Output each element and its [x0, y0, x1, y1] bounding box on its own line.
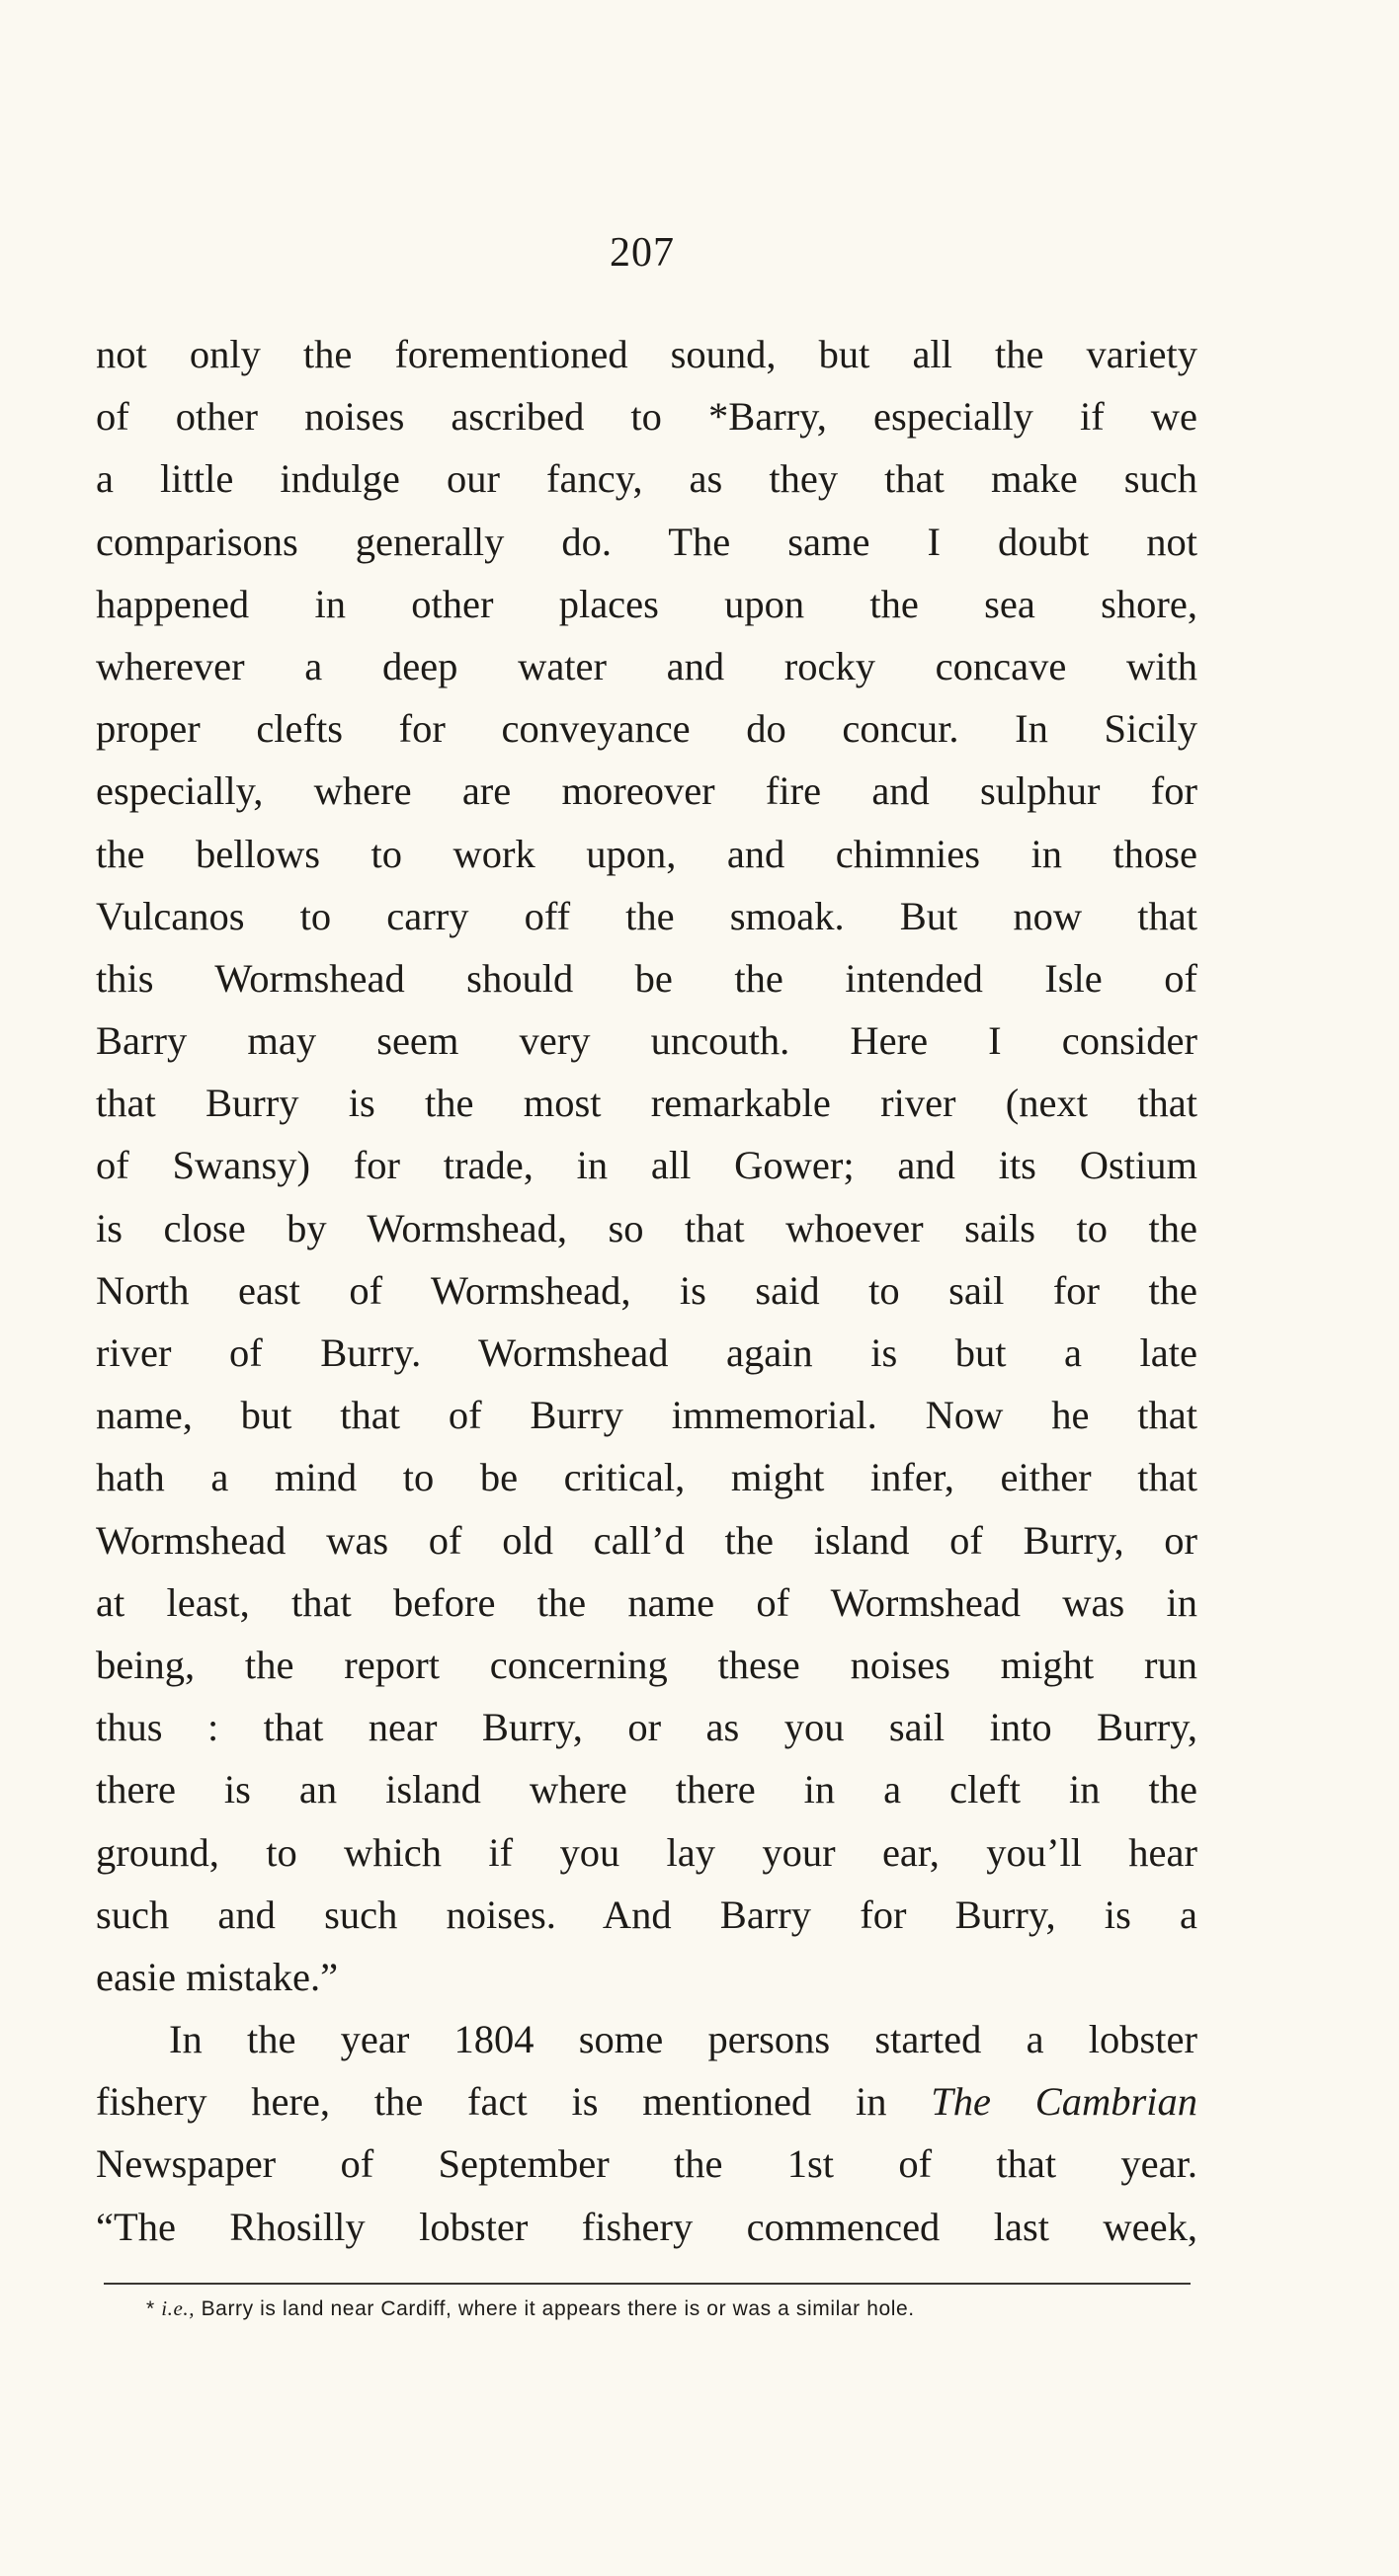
footnote-marker: * [146, 2297, 155, 2320]
text-line: easie mistake.” [96, 1954, 339, 1999]
text-line: is close by Wormshead, so that whoever sails to the [96, 1205, 1197, 1250]
body-text [96, 323, 1197, 2258]
text-line: Wormshead was of old call’d the island of Burry, or [96, 1517, 1197, 1563]
text-line: the bellows to work upon, and chimnies in those [96, 831, 1197, 876]
text-line: a little indulge our fancy, as they that make such [96, 456, 1197, 502]
text-line: not only the forementioned sound, but all the variety [96, 332, 1197, 376]
text-line: there is an island where there in a cleft in the [96, 1767, 1197, 1812]
text-line: thus : that near Burry, or as you sail into Burry, [96, 1705, 1197, 1750]
newspaper-title: The Cambrian [931, 2079, 1197, 2125]
text-line: wherever a deep water and rocky concave with [96, 643, 1197, 688]
text-line [96, 2070, 1197, 2133]
text-line: especially, where are moreover fire and sulphur for [96, 768, 1197, 814]
text-line: North east of Wormshead, is said to sail for the [96, 1267, 1197, 1313]
text-line: of Swansy) for trade, in all Gower; and its Ostium [96, 1143, 1197, 1188]
text-line: happened in other places upon the sea shore, [96, 581, 1197, 626]
text-line: Barry may seem very uncouth. Here I consider [96, 1018, 1197, 1064]
footnote [146, 2296, 915, 2321]
text-line: proper clefts for conveyance do concur. In Sicily [96, 706, 1197, 752]
text-line: ground, to which if you lay your ear, you’ll hear [96, 1829, 1197, 1875]
text-line: hath a mind to be critical, might infer, either that [96, 1455, 1197, 1500]
footnote-ie: i.e., [161, 2296, 196, 2320]
page-number: 207 [610, 230, 675, 276]
text-line: such and such noises. And Barry for Burry, is a [96, 1892, 1197, 1937]
footnote-text: Barry is land near Cardiff, where it appears there is or was a similar hole. [201, 2297, 915, 2320]
text-line: at least, that before the name of Wormshead was in [96, 1579, 1197, 1625]
text-line: that Burry is the most remarkable river (next that [96, 1081, 1197, 1126]
text-line: Vulcanos to carry off the smoak. But now that [96, 893, 1197, 938]
text-line: being, the report concerning these noises might run [96, 1642, 1197, 1687]
text-line: comparisons generally do. The same I doubt not [96, 519, 1197, 564]
text-line: In the year 1804 some persons started a lobster [169, 2017, 1197, 2062]
text-line: “The Rhosilly lobster fishery commenced last week, [96, 2204, 1197, 2249]
text-line: river of Burry. Wormshead again is but a late [96, 1330, 1197, 1375]
text-line: this Wormshead should be the intended Isle of [96, 955, 1197, 1001]
text-line-part: fishery here, the fact is mentioned in [96, 2079, 932, 2125]
text-line: name, but that of Burry immemorial. Now he that [96, 1393, 1197, 1438]
footnote-rule [104, 2283, 1191, 2285]
text-line: of other noises ascribed to *Barry, especially if we [96, 394, 1197, 440]
text-line: Newspaper of September the 1st of that year. [96, 2141, 1197, 2187]
